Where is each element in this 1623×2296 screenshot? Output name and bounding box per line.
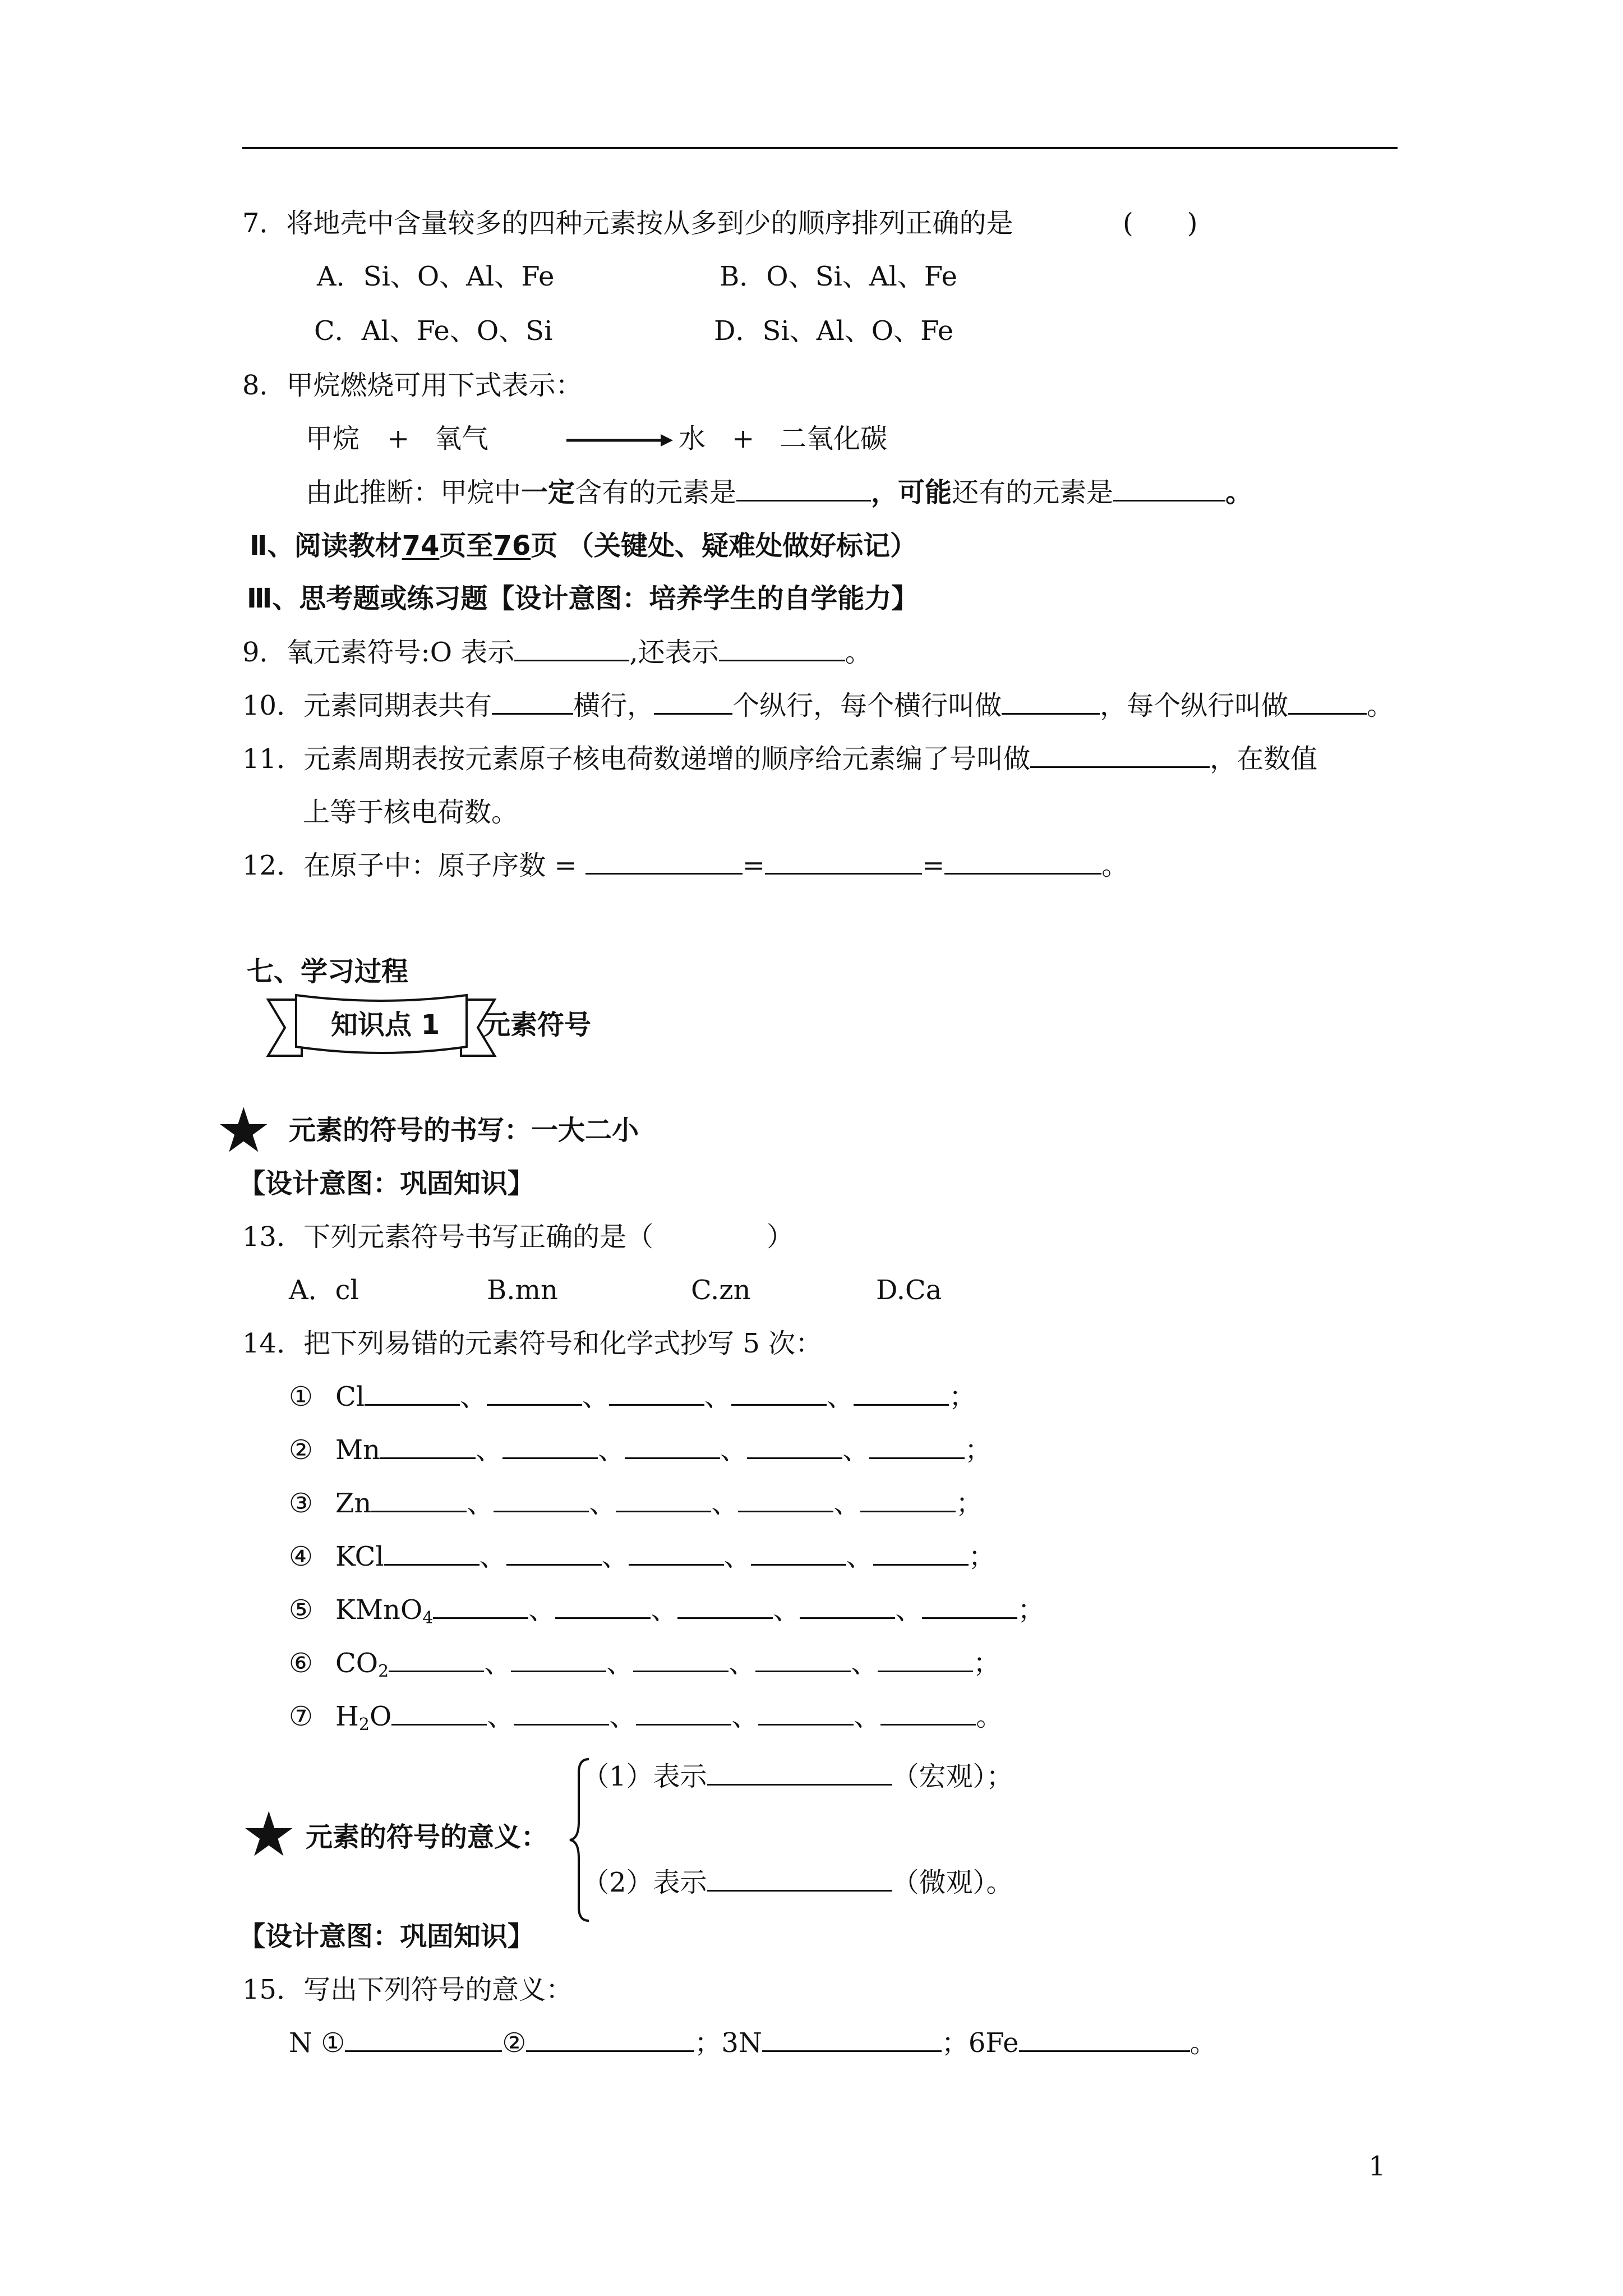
q7-option-d: D．Si、Al、O、Fe: [714, 315, 954, 347]
q8-blank-2[interactable]: [1113, 476, 1225, 501]
copy-blank[interactable]: [878, 1647, 973, 1672]
q14-row-3: ③ Zn 、 、 、 、 ；: [289, 1488, 983, 1519]
q9-blank-2[interactable]: [719, 636, 845, 661]
page-number: 1: [1368, 2151, 1386, 2182]
q14-row-7: ⑦ $H_2O$ 、 、 、 、 。: [289, 1701, 1003, 1734]
copy-blank[interactable]: [511, 1647, 606, 1672]
q14-row-5: ⑤ KMnO$_4$ 、 、 、 、 ；: [289, 1594, 1045, 1628]
q7-option-b: B．O、Si、Al、Fe: [720, 261, 957, 292]
section-7-heading: 七、学习过程: [247, 956, 409, 987]
meaning-blank-1[interactable]: [707, 1760, 892, 1786]
q9-blank-1[interactable]: [514, 636, 629, 661]
q8-stem: 8．甲烷燃烧可用下式表示：: [242, 370, 583, 401]
page-end: 76: [493, 530, 531, 562]
copy-blank[interactable]: [514, 1700, 609, 1726]
q7-option-a: A．Si、O、Al、Fe: [317, 261, 555, 292]
copy-blank[interactable]: [389, 1647, 484, 1672]
copy-blank[interactable]: [365, 1381, 460, 1406]
meaning-macro: （1）表示 （宏观）；: [582, 1761, 1013, 1792]
q13-stem: 13．下列元素符号书写正确的是（ ）: [242, 1221, 794, 1253]
q10-blank-3[interactable]: [1002, 689, 1100, 715]
q15-blank-3[interactable]: [762, 2027, 942, 2052]
q15-blank-4[interactable]: [1019, 2027, 1190, 2052]
q8-product-water: 水: [679, 423, 706, 454]
copy-blank[interactable]: [609, 1381, 704, 1406]
q14-row-1: ① Cl 、 、 、 、 ；: [289, 1381, 976, 1412]
copy-blank[interactable]: [873, 1540, 969, 1566]
page-start: 74: [402, 530, 440, 562]
copy-blank[interactable]: [616, 1487, 711, 1512]
section-3-heading: Ⅲ、思考题或练习题【设计意图：培养学生的自学能力】: [247, 583, 919, 614]
copy-blank[interactable]: [747, 1434, 842, 1459]
design-intent-2: 【设计意图：巩固知识】: [238, 1921, 535, 1952]
design-intent-1: 【设计意图：巩固知识】: [238, 1168, 535, 1199]
q10-blank-4[interactable]: [1288, 689, 1367, 715]
copy-blank[interactable]: [494, 1487, 589, 1512]
reaction-arrow-icon: [566, 432, 673, 449]
q11-continued: 上等于核电荷数。: [303, 797, 519, 828]
copy-blank[interactable]: [738, 1487, 833, 1512]
copy-blank[interactable]: [384, 1540, 479, 1566]
copy-blank[interactable]: [371, 1487, 467, 1512]
copy-blank[interactable]: [506, 1540, 602, 1566]
q15-answers: N ① ② ；3N ；6Fe 。: [289, 2027, 1217, 2059]
q11: 11．元素周期表按元素原子核电荷数递增的顺序给元素编了号叫做 ，在数值: [242, 743, 1318, 775]
q13-option-a: A．cl: [289, 1274, 359, 1306]
copy-blank[interactable]: [755, 1647, 851, 1672]
header-rule: [242, 147, 1398, 149]
q14-row-2: ② Mn 、 、 、 、 ；: [289, 1434, 992, 1466]
q10: 10．元素同期表共有 横行， 个纵行，每个横行叫做 ，每个纵行叫做 。: [242, 690, 1394, 721]
q7-option-c: C．Al、Fe、O、Si: [314, 315, 553, 347]
copy-blank[interactable]: [391, 1700, 487, 1726]
q8-plus-2: +: [732, 423, 755, 454]
q8-inference: 由此推断：甲烷中一定含有的元素是 ，可能还有的元素是 。: [306, 477, 1253, 508]
q15-blank-2[interactable]: [526, 2027, 694, 2052]
copy-blank[interactable]: [487, 1381, 582, 1406]
q14-row-6: ⑥ $CO_2$ 、 、 、 、 ；: [289, 1648, 1000, 1681]
q7-stem: [242, 206, 1198, 240]
q13-option-d: D.Ca: [876, 1274, 942, 1306]
copy-blank[interactable]: [629, 1540, 724, 1566]
q8-product-co2: 二氧化碳: [780, 423, 888, 454]
q9: 9．氧元素符号:O 表示 ,还表示 。: [242, 637, 872, 668]
copy-blank[interactable]: [555, 1594, 651, 1619]
q10-blank-1[interactable]: [492, 689, 573, 715]
q15-blank-1[interactable]: [345, 2027, 502, 2052]
copy-blank[interactable]: [625, 1434, 720, 1459]
knowledge-point-label: 知识点 1: [331, 1009, 440, 1041]
q8-blank-1[interactable]: [736, 476, 871, 501]
star-icon: ★: [216, 1094, 271, 1166]
q13-option-c: C.zn: [691, 1274, 751, 1306]
copy-blank[interactable]: [677, 1594, 773, 1619]
q7-text: 7．将地壳中含量较多的四种元素按从多到少的顺序排列正确的是: [242, 208, 1013, 239]
copy-blank[interactable]: [433, 1594, 528, 1619]
section-2-heading: Ⅱ、阅读教材74页至76页 （关键处、疑难处做好标记）: [250, 530, 917, 562]
symbol-writing-rule: 元素的符号的书写：一大二小: [289, 1115, 639, 1146]
q12: 12．在原子中：原子序数 = = = 。: [242, 850, 1129, 881]
copy-blank[interactable]: [636, 1700, 731, 1726]
copy-blank[interactable]: [880, 1700, 976, 1726]
q8-reactant-methane: 甲烷: [306, 423, 360, 454]
copy-blank[interactable]: [380, 1434, 476, 1459]
copy-blank[interactable]: [502, 1434, 598, 1459]
q8-plus-1: +: [387, 423, 410, 454]
symbol-meaning-title: 元素的符号的意义：: [306, 1821, 548, 1853]
copy-blank[interactable]: [860, 1487, 956, 1512]
meaning-blank-2[interactable]: [707, 1866, 892, 1892]
star-icon: ★: [241, 1798, 297, 1870]
q12-blank-3[interactable]: [944, 849, 1101, 875]
copy-blank[interactable]: [800, 1594, 895, 1619]
copy-blank[interactable]: [751, 1540, 846, 1566]
q12-blank-1[interactable]: [585, 849, 743, 875]
copy-blank[interactable]: [869, 1434, 965, 1459]
q14-row-4: ④ KCl 、 、 、 、 ；: [289, 1541, 995, 1572]
q7-answer-paren: ( ): [1123, 208, 1198, 239]
copy-blank[interactable]: [633, 1647, 728, 1672]
q11-blank[interactable]: [1030, 743, 1210, 768]
copy-blank[interactable]: [922, 1594, 1017, 1619]
q8-reactant-oxygen: 氧气: [435, 423, 489, 454]
copy-blank[interactable]: [758, 1700, 854, 1726]
knowledge-point-topic: 元素符号: [483, 1009, 592, 1041]
q15-stem: 15．写出下列符号的意义：: [242, 1974, 573, 2005]
copy-blank[interactable]: [731, 1381, 827, 1406]
q13-option-b: B.mn: [487, 1274, 558, 1306]
copy-blank[interactable]: [854, 1381, 949, 1406]
meaning-micro: （2）表示 （微观）。: [582, 1867, 1013, 1898]
q14-stem: 14．把下列易错的元素符号和化学式抄写 5 次：: [242, 1328, 823, 1359]
q10-blank-2[interactable]: [654, 689, 732, 715]
q12-blank-2[interactable]: [765, 849, 922, 875]
